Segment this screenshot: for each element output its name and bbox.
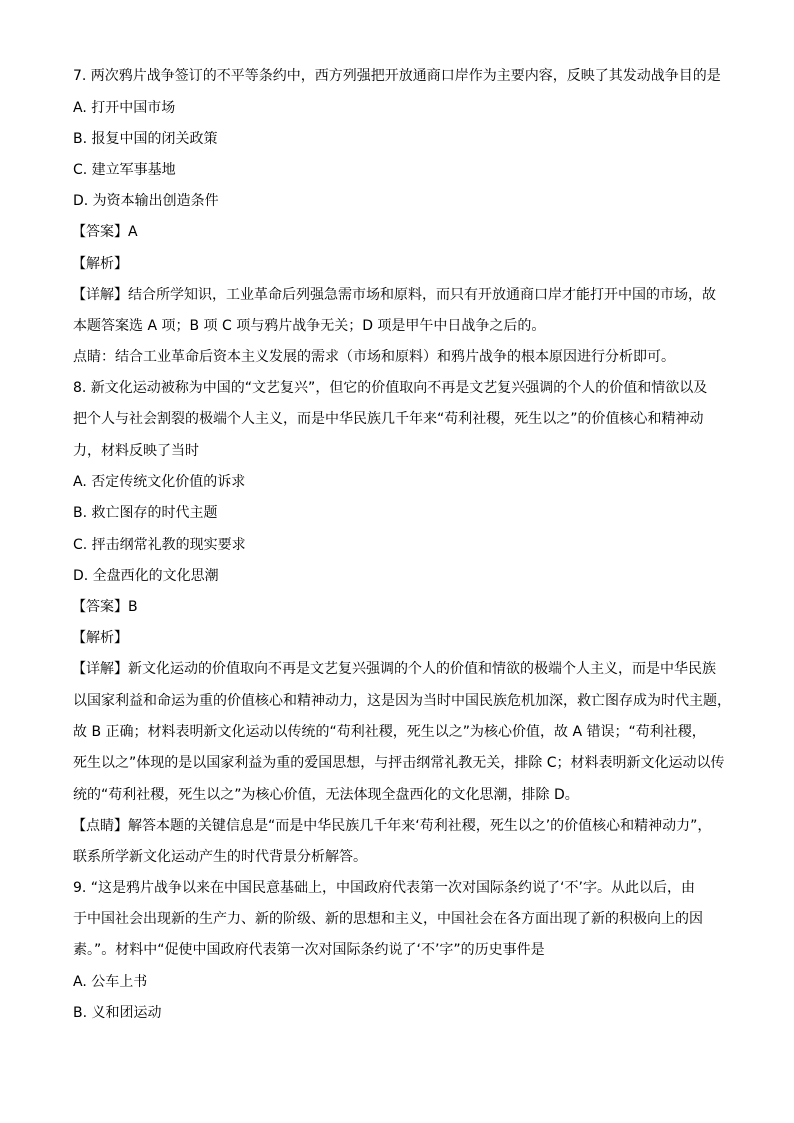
q8-option-a: A. 否定传统文化价值的诉求: [73, 474, 246, 490]
q9-stem-line-3: 素。”。材料中“促使中国政府代表第一次对国际条约说了‘不’字”的历史事件是: [73, 942, 545, 958]
q7-option-b: B. 报复中国的闭关政策: [73, 131, 218, 147]
q7-option-a: A. 打开中国市场: [73, 100, 176, 116]
q8-option-d: D. 全盘西化的文化思潮: [73, 568, 219, 584]
q8-detail-line-2: 以国家利益和命运为重的价值核心和精神动力，这是因为当时中国民族危机加深，救亡图存成为时代主题，: [73, 693, 731, 709]
q7-comment: 点睛：结合工业革命后资本主义发展的需求（市场和原料）和鸦片战争的根本原因进行分析即可。: [73, 349, 675, 365]
q9-option-a: A. 公车上书: [73, 974, 148, 990]
q7-detail-line-1: 【详解】结合所学知识，工业革命后列强急需市场和原料，而只有开放通商口岸才能打开中国的市场，故: [72, 287, 716, 303]
q8-detail-line-3: 故 B 正确；材料表明新文化运动以传统的“苟利社稷，死生以之”为核心价值，故 A 错误；“苟利社稷，: [73, 724, 706, 740]
q7-stem: 7. 两次鸦片战争签订的不平等条约中，西方列强把开放通商口岸作为主要内容，反映了其发动战争目的是: [73, 68, 721, 84]
q7-option-d: D. 为资本输出创造条件: [73, 193, 219, 209]
q9-stem-line-2: 于中国社会出现新的生产力、新的阶级、新的思想和主义，中国社会在各方面出现了新的积极向上的因: [73, 911, 703, 927]
q8-option-c: C. 抨击纲常礼教的现实要求: [73, 537, 246, 553]
q8-comment-line-2: 联系所学新文化运动产生的时代背景分析解答。: [73, 849, 367, 865]
q8-stem-line-3: 力，材料反映了当时: [73, 443, 199, 459]
q7-option-c: C. 建立军事基地: [73, 162, 176, 178]
q7-analysis-label: 【解析】: [72, 256, 128, 272]
q8-stem-line-1: 8. 新文化运动被称为中国的“文艺复兴”，但它的价值取向不再是文艺复兴强调的个人的价值和情欲以及: [73, 380, 708, 396]
q9-stem-line-1: 9. “这是鸦片战争以来在中国民意基础上，中国政府代表第一次对国际条约说了‘不’字。从此以后，由: [73, 880, 695, 896]
q8-comment-line-1: 【点睛】解答本题的关键信息是“而是中华民族几千年来‘苟利社稷，死生以之’的价值核心和精神动力”，: [72, 818, 712, 834]
q7-detail-line-2: 本题答案选 A 项；B 项 C 项与鸦片战争无关；D 项是甲午中日战争之后的。: [73, 318, 546, 334]
q7-answer: 【答案】A: [72, 224, 138, 240]
q8-option-b: B. 救亡图存的时代主题: [73, 505, 218, 521]
q8-answer: 【答案】B: [72, 599, 138, 615]
q8-detail-line-4: 死生以之”体现的是以国家利益为重的爱国思想，与抨击纲常礼教无关，排除 C；材料表明新文化运动以传: [73, 755, 725, 771]
q8-detail-line-1: 【详解】新文化运动的价值取向不再是文艺复兴强调的个人的价值和情欲的极端个人主义，而是中华民族: [72, 661, 716, 677]
q8-analysis-label: 【解析】: [72, 630, 128, 646]
q9-option-b: B. 义和团运动: [73, 1005, 162, 1021]
q8-detail-line-5: 统的“苟利社稷，死生以之”为核心价值，无法体现全盘西化的文化思潮，排除 D。: [73, 787, 579, 803]
q8-stem-line-2: 把个人与社会割裂的极端个人主义，而是中华民族几千年来“苟利社稷，死生以之”的价值核心和精神动: [73, 411, 704, 427]
